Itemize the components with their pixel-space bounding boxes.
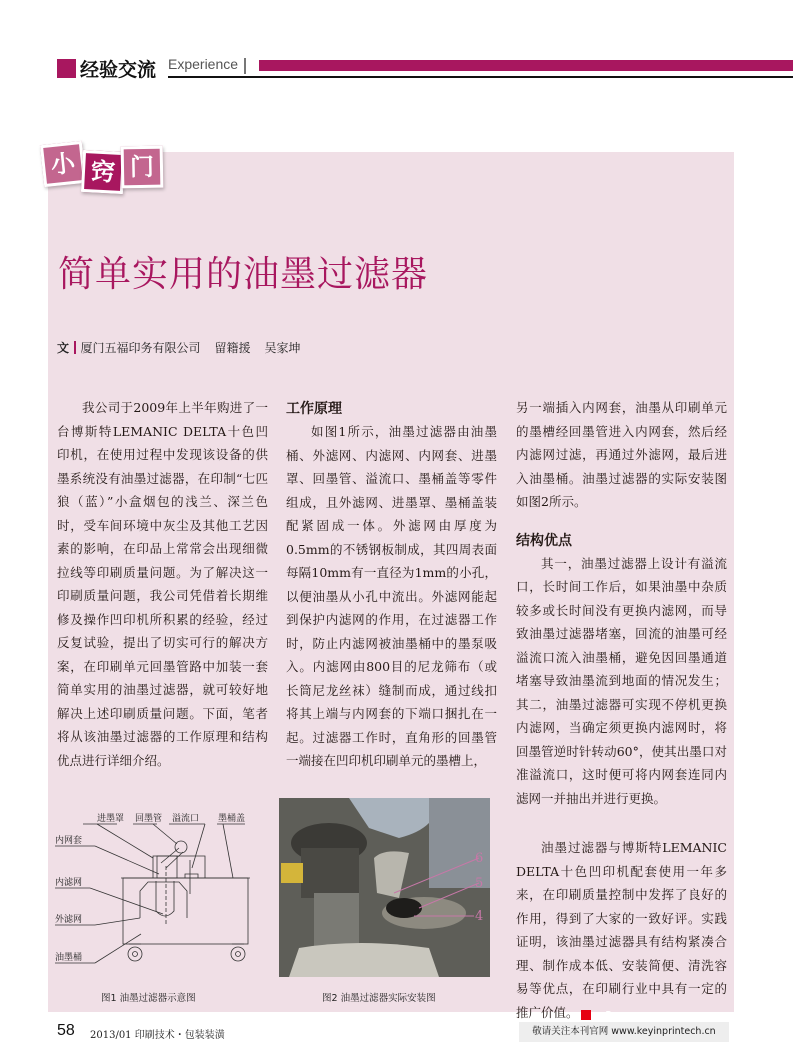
header-accent-bar xyxy=(259,60,793,71)
column-badge-2: 窍 xyxy=(81,150,125,194)
byline-company: 厦门五福印务有限公司 xyxy=(80,341,201,355)
figure-2-caption: 图2 油墨过滤器实际安装图 xyxy=(322,993,436,1004)
principle-paragraph: 如图1所示，油墨过滤器由油墨桶、外滤网、内滤网、内网套、进墨罩、回墨管、溢流口、墨桶盖等零件组成，且外滤网、进墨罩、墨桶盖装配紧固成一体。外滤网由厚度为0.5mm的不锈钢板制成，其四周表面每隔10mm有一直径为1mm的小孔，以便油墨从小孔中流出。外滤网能起到保护内滤网的作用，在过滤器工作时，防止内滤网被油墨桶中的墨泵吸入。内滤网由800目的尼龙筛布（或长筒尼龙丝袜）缝制而成，通过线扣将其上端与内网套的下端口捆扎在一起。过滤器工作时，直角形的回墨管一端接在凹印机印刷单元的墨槽上， xyxy=(286,424,497,768)
publication-info: 2013/01 印刷技术・包装装潢 xyxy=(90,1030,225,1041)
page-number: 58 xyxy=(57,1022,75,1039)
advantages-paragraph: 其一，油墨过滤器上设计有溢流口，长时间工作后，如果油墨中杂质较多或长时间没有更换内滤网，而导致油墨过滤器堵塞，回流的油墨可经溢流口流入油墨桶，避免因回墨通道堵塞导致油墨流到地面的情况发生；其二，油墨过滤器可实现不停机更换内滤网，当确定须更换内滤网时，将回墨管逆时针转动60°，使其出墨口对准溢流口，这时便可将内网套连同内滤网一并抽出并进行更换。 xyxy=(516,555,727,806)
figure-2-photo xyxy=(279,798,490,977)
section-marker-square xyxy=(57,59,76,78)
intro-paragraph: 我公司于2009年上半年购进了一台博斯特LEMANIC DELTA十色凹印机，在使用过程中发现该设备的供墨系统没有油墨过滤器，在印制“七匹狼（蓝）”小盒烟包的浅兰、深兰色时，受车间环境中灰尘及其他工艺因素的影响，在印品上常常会出现细微拉线等印刷质量问题。为了解决这一印刷质量问题，我公司凭借着长期维修及操作凹印机所积累的经验，经过反复试验，提出了切实可行的解决方案，在印刷单元回墨管路中加装一套简单实用的油墨过滤器，就可较好地解决上述印刷质量问题。下面，笔者将从该油墨过滤器的工作原理和结构优点进行详细介绍。 xyxy=(57,400,268,768)
website-notice: 敬请关注本刊官网 www.keyinprintech.cn xyxy=(519,1022,729,1042)
label-inner-filter: 内滤网 xyxy=(55,878,83,888)
section-title-cn: 经验交流 xyxy=(80,59,157,81)
header-divider xyxy=(244,58,246,74)
conclusion-text: 油墨过滤器与博斯特LEMANIC DELTA十色凹印机配套使用一年多来，在印刷质量控制中发挥了良好的作用，得到了大家的一致好评。实践证明，该油墨过滤器具有结构紧凑合理、制作成本低、安装简便、清洗容易等优点，在印刷行业中具有一定的推广价值。 xyxy=(516,840,727,1020)
figure-1-caption: 图1 油墨过滤器示意图 xyxy=(101,993,196,1004)
section-title-en: Experience xyxy=(168,56,239,72)
label-outer-filter: 外滤网 xyxy=(55,915,83,925)
principle-paragraph-continued: 另一端插入内网套，油墨从印刷单元的墨槽经回墨管进入内网套，然后经内滤网过滤，再通过外滤网，最后进入油墨桶。油墨过滤器的实际安装图如图2所示。 xyxy=(516,400,727,509)
text-column-3 xyxy=(516,396,727,1024)
header-underline xyxy=(168,76,793,78)
byline-separator xyxy=(74,341,76,354)
text-column-1 xyxy=(57,396,268,772)
label-return-pipe: 回墨管 xyxy=(135,814,163,824)
label-ink-bucket: 油墨桶 xyxy=(55,953,83,963)
marker-5: 5 xyxy=(475,876,484,891)
section-heading-advantages: 结构优点 xyxy=(516,532,572,549)
byline-prefix: 文 xyxy=(57,341,70,355)
column-badge-3: 门 xyxy=(121,146,164,189)
byline-author-2: 吴家坤 xyxy=(264,341,301,355)
figure-1-diagram xyxy=(55,808,260,973)
byline-author-1: 留籍援 xyxy=(214,341,251,355)
column-badge-1: 小 xyxy=(40,141,86,187)
article-title: 简单实用的油墨过滤器 xyxy=(58,254,429,295)
label-inlet-cover: 进墨罩 xyxy=(97,814,125,824)
label-overflow: 溢流口 xyxy=(172,814,200,824)
section-heading-principle: 工作原理 xyxy=(286,401,342,417)
end-mark-icon: P xyxy=(581,1010,591,1020)
byline xyxy=(57,339,301,356)
marker-4: 4 xyxy=(475,909,484,924)
label-inner-sleeve: 内网套 xyxy=(55,836,83,846)
text-column-2 xyxy=(286,396,497,773)
conclusion-paragraph xyxy=(516,836,727,1024)
label-lid: 墨桶盖 xyxy=(218,814,246,824)
marker-6: 6 xyxy=(475,851,484,866)
